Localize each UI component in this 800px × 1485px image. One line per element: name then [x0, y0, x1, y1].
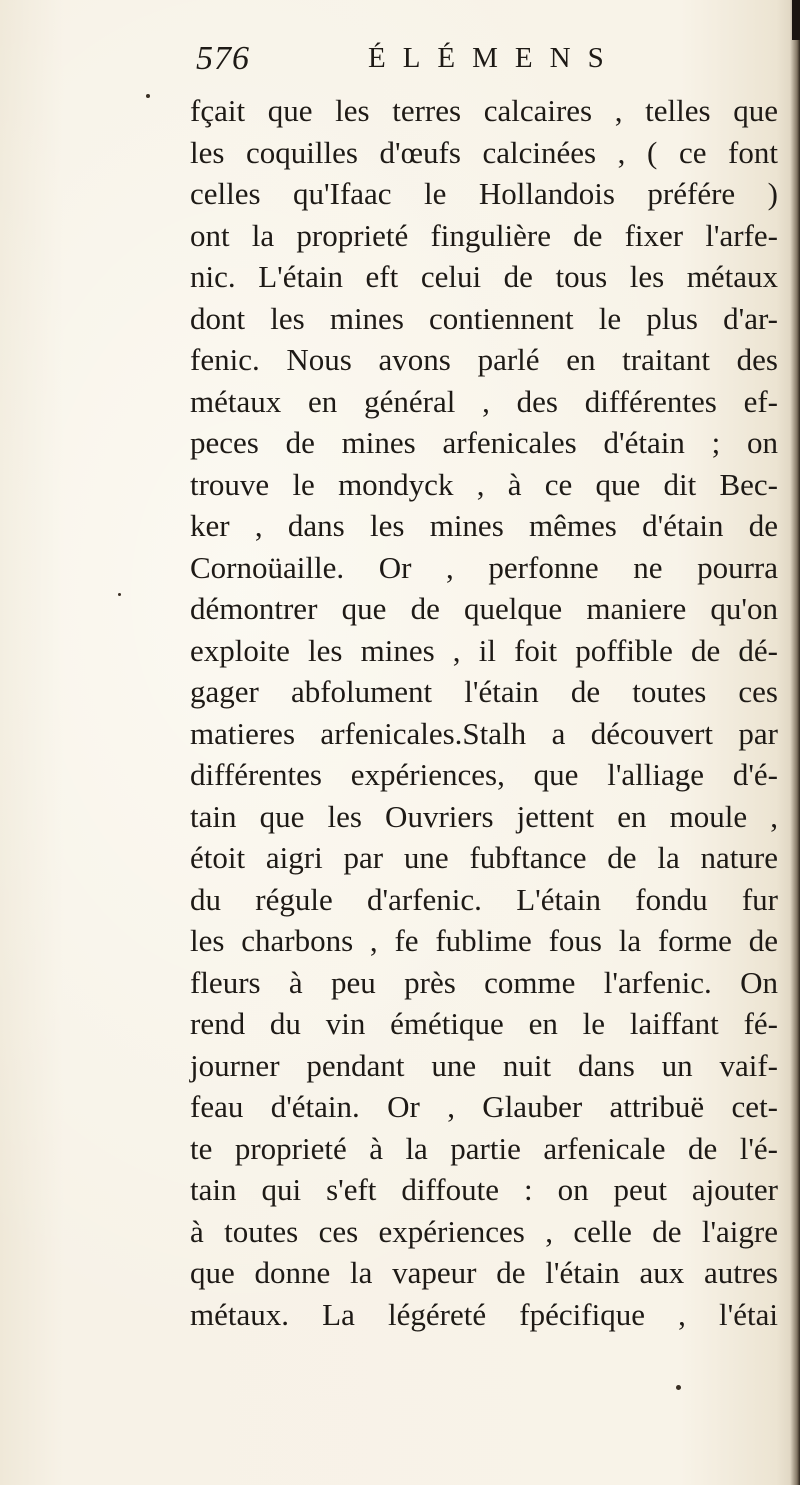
text-line: ker , dans les mines mêmes d'étain de — [190, 508, 778, 543]
running-head — [196, 40, 666, 88]
ink-speck — [676, 1385, 681, 1390]
ink-speck — [146, 94, 150, 98]
text-line: à toutes ces expériences , celle de l'aigre — [190, 1213, 778, 1249]
text-line: tain qui s'eft diffoute : on peut ajouter — [190, 1172, 778, 1207]
running-head-title: ÉLÉMENS — [368, 42, 621, 74]
page-edge-shadow — [790, 0, 800, 1485]
text-line: matieres arfenicales.Stalh a découvert par — [190, 715, 778, 751]
text-line: journer pendant une nuit dans un vaif- — [190, 1047, 778, 1083]
text-line: gager abfolument l'étain de toutes ces — [190, 674, 778, 709]
text-line: fenic. Nous avons parlé en traitant des — [190, 342, 778, 377]
text-line: que donne la vapeur de l'étain aux autres — [190, 1255, 778, 1290]
text-line: étoit aigri par une fubftance de la nature — [190, 840, 778, 875]
text-line: du régule d'arfenic. L'étain fondu fur — [190, 881, 778, 917]
text-line: différentes expériences, que l'alliage d'é- — [190, 757, 778, 792]
text-line: fleurs à peu près comme l'arfenic. On — [190, 964, 778, 1000]
page-edge-mark — [792, 0, 800, 40]
body-text — [190, 90, 790, 1335]
text-line: feau d'étain. Or , Glauber attribuë cet- — [190, 1089, 778, 1124]
text-line: les charbons , fe fublime fous la forme de — [190, 923, 778, 958]
page-number: 576 — [196, 40, 250, 77]
text-line: métaux en général , des différentes ef- — [190, 383, 778, 419]
ink-speck — [118, 593, 121, 596]
text-line: ont la proprieté fingulière de fixer l'arfe- — [190, 217, 778, 253]
text-line: trouve le mondyck , à ce que dit Bec- — [190, 466, 778, 502]
text-line: peces de mines arfenicales d'étain ; on — [190, 425, 778, 460]
text-line: celles qu'Ifaac le Hollandois préfére ) — [190, 176, 778, 211]
text-line: rend du vin émétique en le laiffant fé- — [190, 1006, 778, 1041]
text-line: démontrer que de quelque maniere qu'on — [190, 591, 778, 626]
text-line: les coquilles d'œufs calcinées , ( ce font — [190, 134, 778, 170]
text-line: dont les mines contiennent le plus d'ar- — [190, 300, 778, 336]
text-line: fçait que les terres calcaires , telles que — [190, 93, 778, 128]
text-line: exploite les mines , il foit poffible de dé- — [190, 632, 778, 668]
text-line: tain que les Ouvriers jettent en moule , — [190, 798, 778, 834]
text-line: te proprieté à la partie arfenicale de l'é- — [190, 1130, 778, 1166]
text-line: Cornoüaille. Or , perfonne ne pourra — [190, 549, 778, 585]
text-line: métaux. La légéreté fpécifique , l'étai — [190, 1296, 778, 1332]
text-line: nic. L'étain eft celui de tous les métaux — [190, 259, 778, 294]
